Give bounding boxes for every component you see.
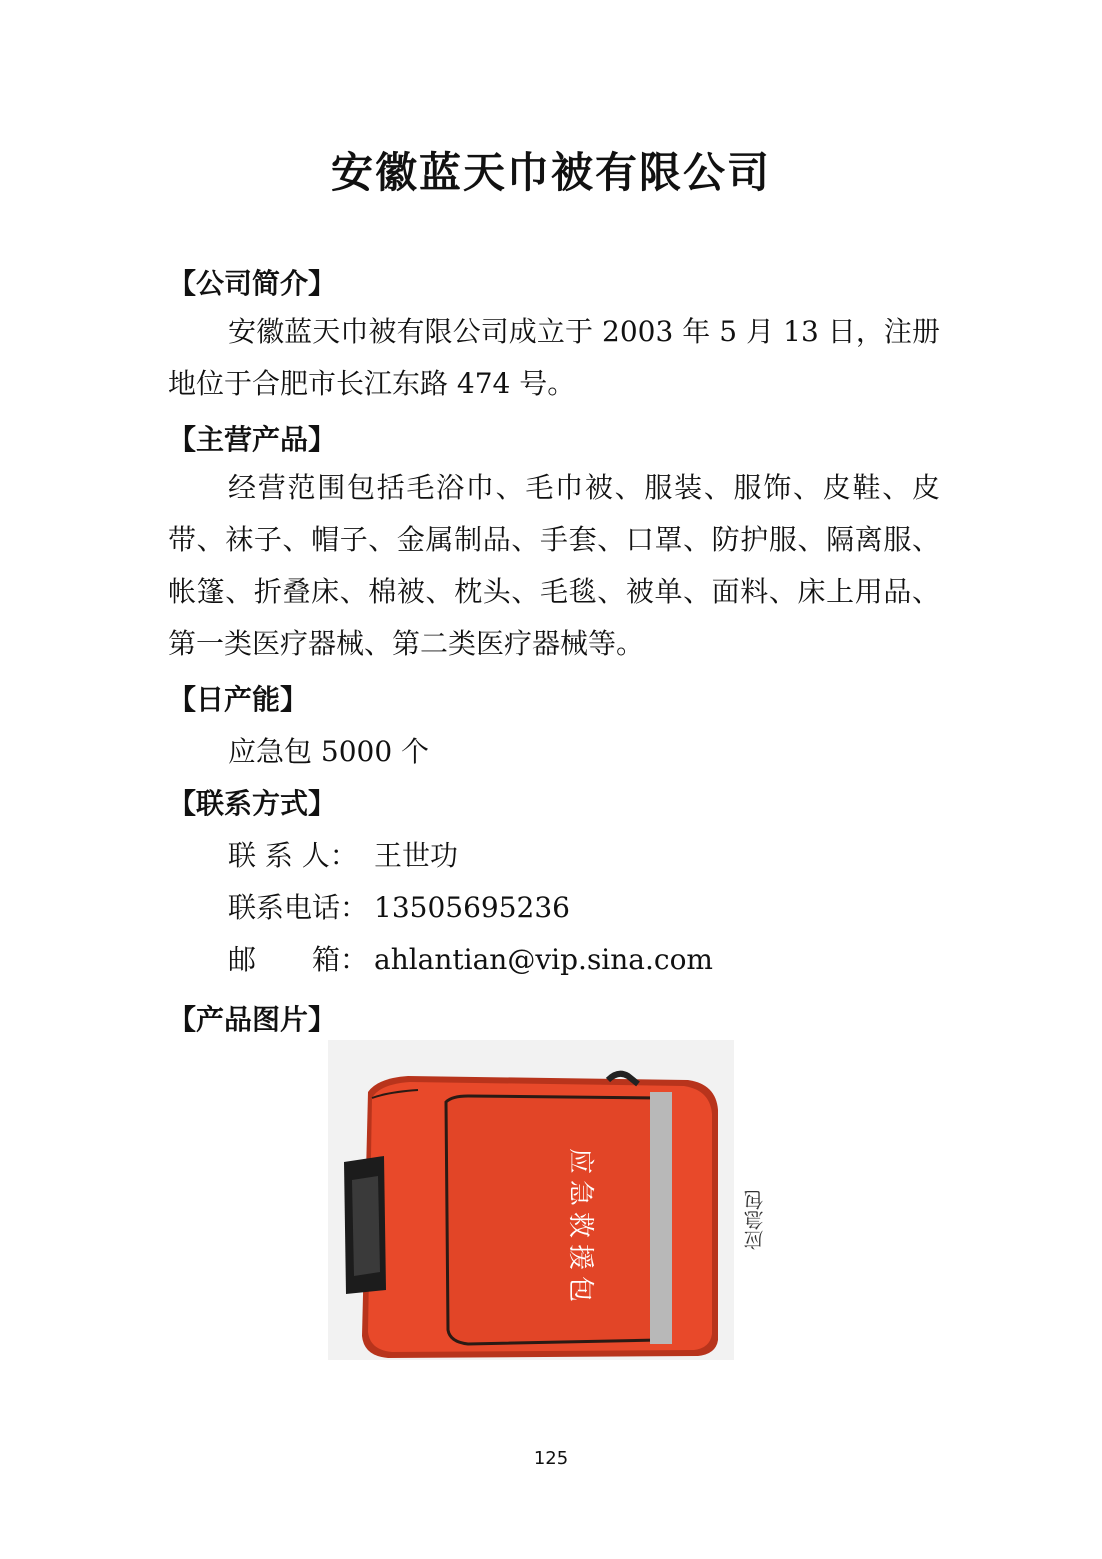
contact-phone-label: 联系电话： [228, 891, 369, 924]
page-title: 安徽蓝天巾被有限公司 [330, 148, 771, 197]
emergency-bag-photo [328, 1040, 734, 1360]
contact-person-value: 王世功 [374, 839, 459, 872]
contact-email-value: ahlantian@vip.sina.com [374, 943, 713, 976]
section-heading-photos: 【产品图片】 [168, 1003, 337, 1036]
products-text: 经营范围包括毛浴巾、毛巾被、服装、服饰、皮鞋、皮带、袜子、帽子、金属制品、手套、口罩、防护服、隔离服、帐篷、折叠床、棉被、枕头、毛毯、被单、面料、床上用品、第一类医疗器械、第二类医疗器械等。 [168, 471, 940, 660]
bag-front-pocket [446, 1096, 658, 1344]
section-heading-intro: 【公司简介】 [168, 267, 337, 300]
section-heading-contact: 【联系方式】 [168, 787, 337, 820]
contact-email-row [228, 938, 713, 978]
photo-caption: 应急包 [743, 1190, 767, 1250]
intro-text: 安徽蓝天巾被有限公司成立于 2003 年 5 月 13 日，注册地位于合肥市长江东路 474 号。 [168, 315, 940, 400]
contact-phone-value: 13505695236 [374, 891, 570, 924]
intro-paragraph [168, 306, 940, 410]
section-heading-capacity: 【日产能】 [168, 683, 309, 716]
page-number: 125 [533, 1448, 569, 1469]
contact-email-label: 邮 箱： [228, 943, 369, 976]
contact-phone-row [228, 886, 570, 926]
bag-print-text: 应急救援包 [565, 1148, 595, 1309]
products-paragraph [168, 462, 940, 670]
section-heading-products: 【主营产品】 [168, 423, 337, 456]
contact-person-row [228, 834, 458, 874]
bag-handle-grip [352, 1176, 380, 1276]
contact-person-label: 联 系 人： [228, 839, 358, 872]
reflective-stripe [650, 1092, 672, 1344]
capacity-text: 应急包 5000 个 [228, 735, 430, 768]
